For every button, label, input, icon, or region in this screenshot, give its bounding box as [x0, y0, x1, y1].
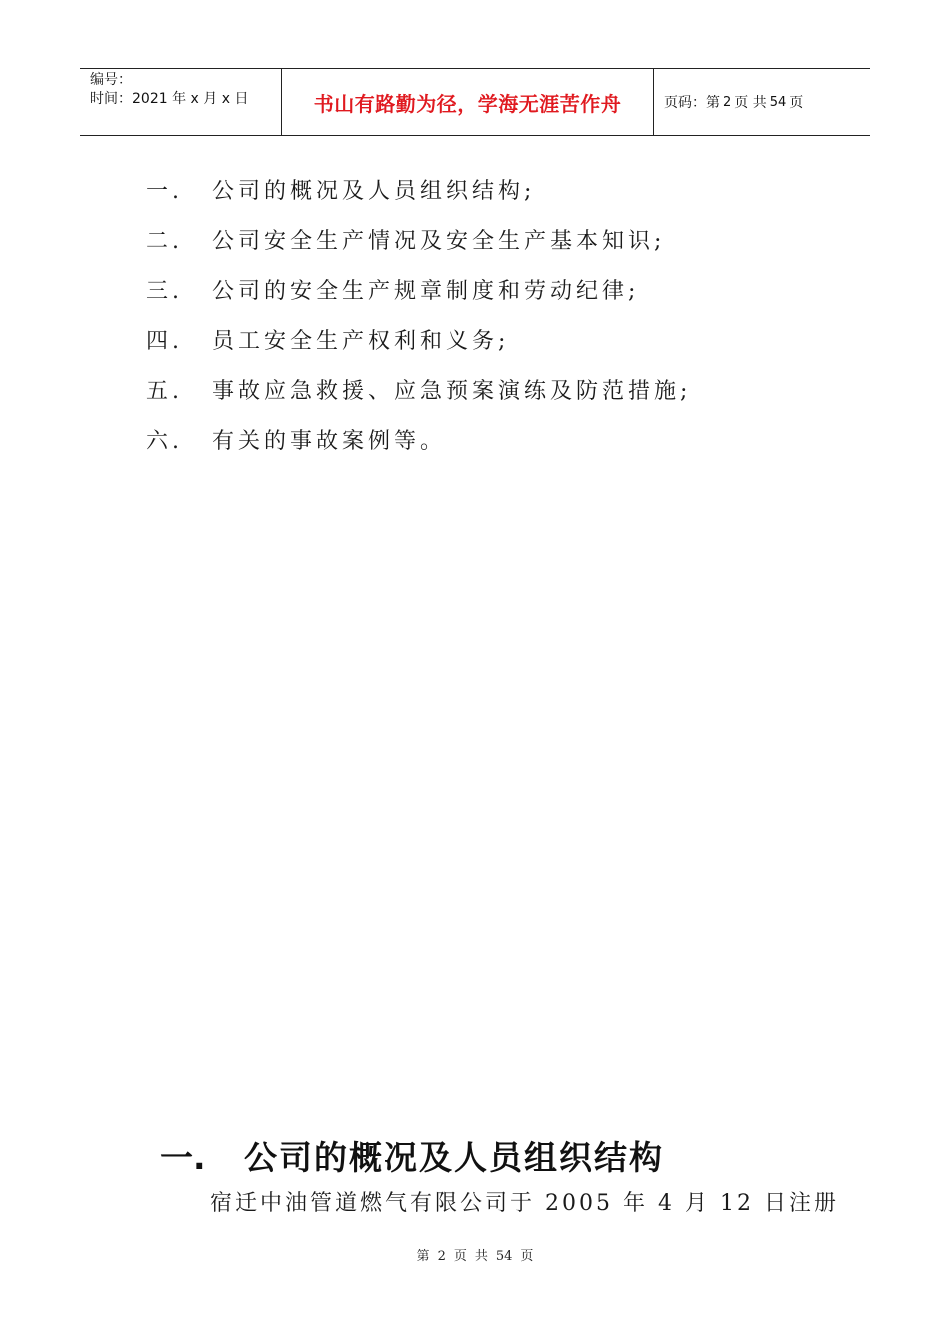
header-meta-cell	[80, 69, 282, 135]
footer-total-word: 共	[474, 1249, 488, 1264]
toc-item-number: 五.	[146, 378, 183, 404]
toc-item-text: 公司安全生产情况及安全生产基本知识;	[212, 228, 666, 254]
toc-item-number: 四.	[146, 328, 183, 354]
toc-item	[146, 164, 826, 214]
serial-number-label: 编号：	[90, 72, 132, 88]
toc-item-text: 事故应急救援、应急预案演练及防范措施;	[212, 378, 692, 404]
footer-prefix: 第	[416, 1249, 430, 1264]
toc-item-text: 有关的事故案例等。	[212, 428, 447, 454]
section-title: 公司的概况及人员组织结构	[244, 1138, 664, 1177]
page-prefix: 页码：第	[664, 95, 720, 111]
page-total: 54	[769, 94, 787, 110]
toc-item	[146, 264, 826, 314]
toc-item	[146, 414, 826, 464]
header-page-number	[654, 69, 870, 135]
footer-suffix: 页	[520, 1249, 534, 1264]
footer-total-pages: 54	[495, 1249, 513, 1264]
toc-item-number: 三.	[146, 278, 183, 304]
body-paragraph: 宿迁中油管道燃气有限公司于 2005 年 4 月 12 日注册	[210, 1191, 839, 1216]
page-header	[80, 68, 870, 136]
page-current: 2	[723, 94, 732, 110]
date-label: 时间：2021 年 x 月 x 日	[90, 91, 249, 107]
page-mid: 页 共	[734, 95, 767, 111]
toc-item	[146, 364, 826, 414]
section-number: 一.	[160, 1138, 206, 1177]
toc-item	[146, 214, 826, 264]
toc-item-text: 公司的安全生产规章制度和劳动纪律;	[212, 278, 640, 304]
footer-current-page: 2	[437, 1249, 446, 1264]
table-of-contents	[146, 164, 826, 464]
header-motto: 书山有路勤为径，学海无涯苦作舟	[282, 69, 654, 135]
toc-item-number: 二.	[146, 228, 183, 254]
toc-item-number: 一.	[146, 178, 183, 204]
toc-item-text: 公司的概况及人员组织结构;	[212, 178, 536, 204]
footer-page-word: 页	[453, 1249, 467, 1264]
toc-item-text: 员工安全生产权利和义务;	[212, 328, 510, 354]
toc-item	[146, 314, 826, 364]
section-heading	[160, 1132, 664, 1179]
page-suffix: 页	[789, 95, 804, 111]
page-footer	[0, 1245, 950, 1264]
toc-item-number: 六.	[146, 428, 183, 454]
